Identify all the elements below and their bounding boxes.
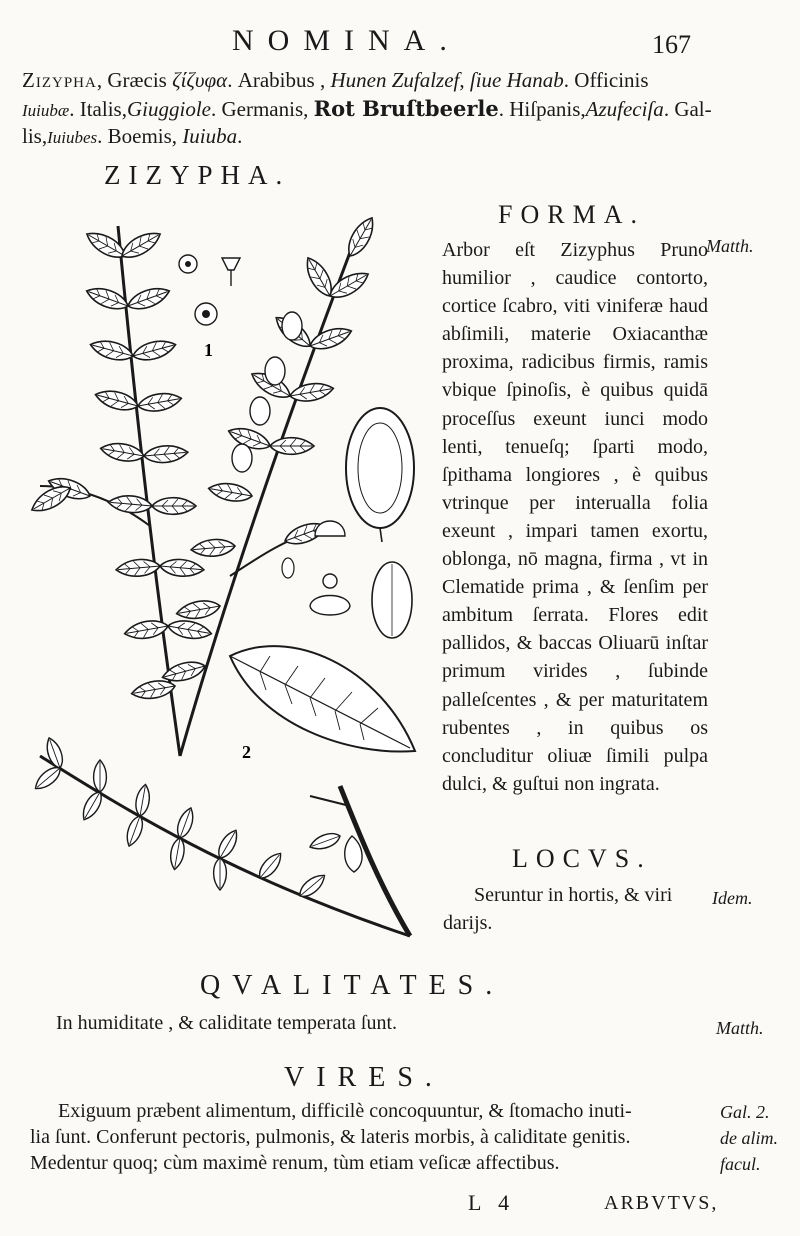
nomen-arabic-alt: ſiue Hanab [469, 68, 564, 92]
nomen-text: . Germanis, [210, 97, 314, 121]
nomen-arabic: Hunen Zufalzef [330, 68, 460, 92]
nomen-spanish: Azufeciſa [585, 97, 664, 121]
locus-margin-reference: Idem. [712, 888, 753, 908]
illustration-label-1: 1 [204, 340, 213, 360]
vires-text-line-2: lia ſunt. Conferunt pectoris, pulmonis, & lateris morbis, à caliditate genitis. [30, 1126, 631, 1148]
forma-text: Arbor eſt Zizyphus Pruno humilior , caudice contorto, cortice ſcabro, viti viniferæ haud abſimili, materie Oxiacanthæ proxima, radicibus firmis, ramis vbique ſpinoſis, è quibus quidā proceſſus exeunt iunci modo lenti, tenueſq; ſparti modo, ſpithama longiores , è quibus vtrinque per interualla folia exeunt , impari tamen exortu, oblonga, nō magna, firma , vt in Clematide prima , & ſenſim per ambitum ſerrata. Flores edit pallidos, & baccas Oliuarū inſtar primum virides , ſubinde palleſcentes , & per maturitatem rubentes , in quibus os concluditur oliuæ ſimili pulpa dulci, & guſtui non ingrata. [442, 239, 708, 795]
plant-title: ZIZYPHA. [104, 160, 291, 190]
nomina-line-1 [22, 68, 649, 93]
branch-two [31, 736, 410, 936]
qualitates-text: In humiditate , & caliditate temperata ſunt. [56, 1012, 397, 1034]
page-header-title: NOMINA. [232, 24, 461, 57]
flower-details [179, 255, 240, 325]
nomen-text: . Italis, [69, 97, 127, 121]
botanical-woodcut-illustration [30, 196, 440, 956]
vires-margin-reference-1: Gal. 2. [720, 1102, 770, 1122]
nomen-text: . Arabibus , [227, 68, 331, 92]
vires-text-line-1: Exiguum præbent alimentum, difficilè concoquuntur, & ſtomacho inuti- [58, 1100, 632, 1122]
large-leaf-detail [230, 646, 415, 751]
nomen-bohemian: Iuiuba [182, 124, 238, 148]
nomen-text: , [459, 68, 470, 92]
vires-text-line-3: Medentur quoq; cùm maximè renum, tùm etiam veſicæ affectibus. [30, 1152, 560, 1174]
catchword: ARBVTVS, [604, 1192, 719, 1214]
nomen-text: . [237, 124, 243, 148]
nomen-greek: ζίζυφα [172, 68, 228, 92]
locus-text-line-1: Seruntur in hortis, & viri [474, 884, 673, 906]
vires-margin-reference-2: de alim. [720, 1128, 778, 1148]
nomen-officinal: Iuiubæ [22, 101, 70, 120]
illustration-label-2: 2 [242, 742, 251, 762]
nomen-german: Rot Bruſtbeerle [313, 96, 499, 121]
nomen-french: Iuiubes [47, 128, 98, 147]
signature-mark: L 4 [468, 1190, 516, 1215]
nomina-line-3 [22, 124, 242, 149]
nomen-text: . Hiſpanis, [498, 97, 586, 121]
nomen-latin: Zizypha [22, 68, 97, 92]
nomen-text: . Boemis, [97, 124, 183, 148]
nomen-text: lis, [22, 124, 48, 148]
locus-heading: LOCVS. [512, 844, 652, 873]
vires-heading: VIRES. [284, 1062, 444, 1093]
qualitates-margin-reference: Matth. [716, 1018, 764, 1038]
vires-margin-reference-3: facul. [720, 1154, 761, 1174]
nomen-text: . Gal- [663, 97, 712, 121]
page-number: 167 [652, 30, 691, 59]
forma-margin-reference: Matth. [706, 236, 754, 256]
nomen-italian: Giuggiole [126, 97, 211, 121]
nomina-line-2 [22, 96, 712, 122]
nomen-text: . Officinis [563, 68, 649, 92]
qualitates-heading: QVALITATES. [200, 970, 505, 1001]
forma-heading: FORMA. [498, 200, 645, 229]
nomen-text: , Græcis [96, 68, 173, 92]
locus-text-line-2: darijs. [443, 912, 493, 934]
